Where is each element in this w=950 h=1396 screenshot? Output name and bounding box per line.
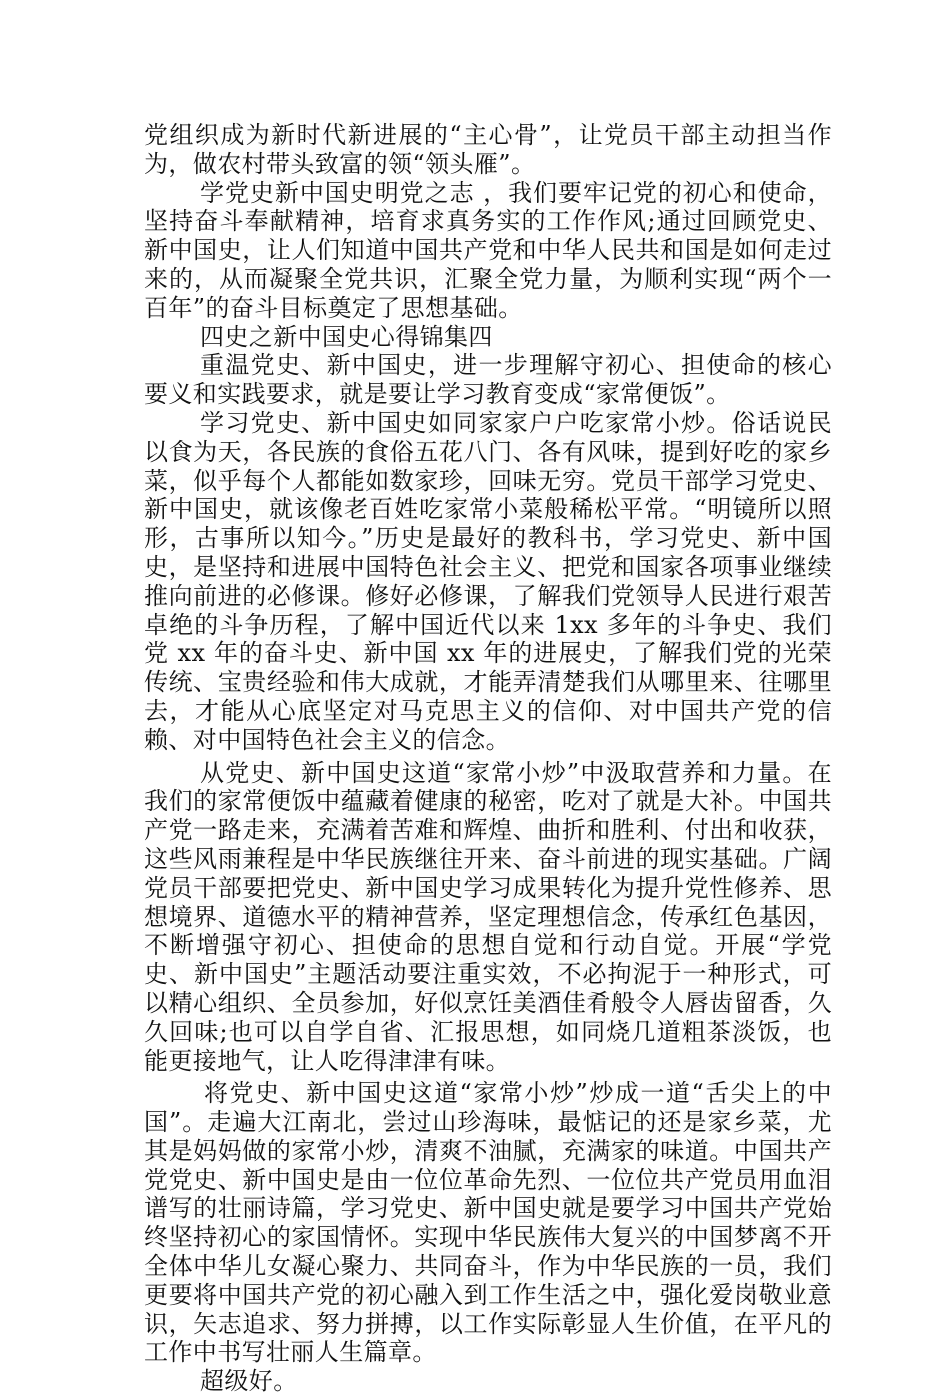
paragraph-1: 党组织成为新时代新进展的“主心骨”，让党员干部主动担当作为，做农村带头致富的领“领头雁”。	[144, 121, 832, 178]
paragraph-3: 重温党史、新中国史，进一步理解守初心、担使命的核心要义和实践要求，就是要让学习教育变成“家常便饭”。	[144, 351, 832, 409]
closing-remark: 超级好。	[200, 1367, 298, 1396]
paragraph-4: 学习党史、新中国史如同家家户户吃家常小炒。俗话说民以食为天，各民族的食俗五花八门、各有风味，提到好吃的家乡菜，似乎每个人都能如数家珍，回味无穷。党员干部学习党史、新中国史，就该像老百姓吃家常小菜般稀松平常。“明镜所以照形，古事所以知今。”历史是最好的教科书，学习党史、新中国史，是坚持和进展中国特色社会主义、把党和国家各项事业继续推向前进的必修课。修好必修课，了解我们党领导人民进行艰苦卓绝的斗争历程，了解中国近代以来 1xx 多年的斗争史、我们党 xx 年的奋斗史、新中国 xx 年的进展史，了解我们党的光荣传统、宝贵经验和伟大成就，才能弄清楚我们从哪里来、往哪里去，才能从心底坚定对马克思主义的信仰、对中国共产党的信赖、对中国特色社会主义的信念。	[144, 408, 832, 754]
section-heading: 四史之新中国史心得锦集四	[200, 322, 493, 351]
document-body	[144, 121, 832, 1396]
paragraph-5: 从党史、新中国史这道“家常小炒”中汲取营养和力量。在我们的家常便饭中蕴藏着健康的秘密，吃对了就是大补。中国共产党一路走来，充满着苦难和辉煌、曲折和胜利、付出和收获，这些风雨兼程是中华民族继往开来、奋斗前进的现实基础。广阔党员干部要把党史、新中国史学习成果转化为提升党性修养、思想境界、道德水平的精神营养，坚定理想信念，传承红色基因，不断增强守初心、担使命的思想自觉和行动自觉。开展“学党史、新中国史”主题活动要注重实效，不必拘泥于一种形式，可以精心组织、全员参加，好似烹饪美酒佳肴般令人唇齿留香，久久回味;也可以自学自省、汇报思想，如同烧几道粗茶淡饭，也能更接地气，让人吃得津津有味。	[144, 758, 832, 1075]
paragraph-6: 将党史、新中国史这道“家常小炒”炒成一道“舌尖上的中国”。走遍大江南北，尝过山珍海味，最惦记的还是家乡菜，尤其是妈妈做的家常小炒，清爽不油腻，充满家的味道。中国共产党党史、新中国史是由一位位革命先烈、一位位共产党员用血泪谱写的壮丽诗篇，学习党史、新中国史就是要学习中国共产党始终坚持初心的家国情怀。实现中华民族伟大复兴的中国梦离不开全体中华儿女凝心聚力、共同奋斗，作为中华民族的一员，我们更要将中国共产党的初心融入到工作生活之中，强化爱岗敬业意识，矢志追求、努力拼搏，以工作实际彰显人生价值，在平凡的工作中书写壮丽人生篇章。	[144, 1079, 832, 1367]
paragraph-2: 学党史新中国史明党之志 ，我们要牢记党的初心和使命， 坚持奋斗奉献精神，培育求真务实的工作作风;通过回顾党史、新中国史，让人们知道中国共产党和中华人民共和国是如何走过来的，从而凝聚全党共识，汇聚全党力量，为顺利实现“两个一百年”的奋斗目标奠定了思想基础。	[144, 178, 832, 322]
